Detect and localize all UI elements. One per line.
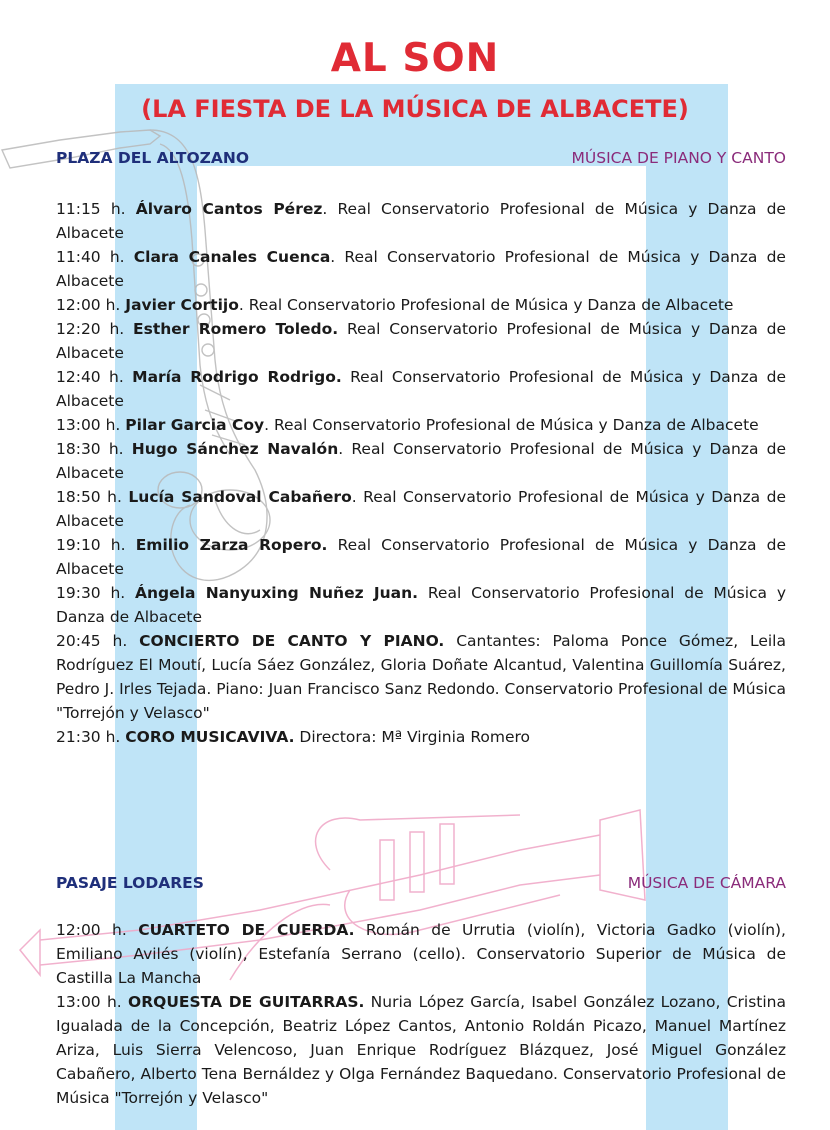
schedule-entry <box>56 413 786 437</box>
performer-name: Pilar Garcia Coy <box>125 416 265 434</box>
entry-time: 18:30 h. <box>56 440 124 458</box>
entry-detail: Cantantes: Paloma Ponce Gómez, Leila Rodríguez El Moutí, Lucía Sáez González, Gloria Doñate Alcantud, Valentina Guillomía Suárez, Pedro J. Irles Tejada. Piano: Juan Francisco Sanz Redondo. Conservatorio Profesional de Música "Torrejón y Velasco" <box>56 632 786 722</box>
entry-detail: . Real Conservatorio Profesional de Música y Danza de Albacete <box>238 296 734 314</box>
schedule-entry <box>56 629 786 725</box>
performer-name: María Rodrigo Rodrigo. <box>132 368 342 386</box>
schedule-entry <box>56 581 786 629</box>
music-genre: MÚSICA DE PIANO Y CANTO <box>571 149 786 167</box>
schedule-entry <box>56 725 786 749</box>
page-title: AL SON <box>330 36 500 81</box>
schedule-entry <box>56 485 786 533</box>
entry-detail: . Real Conservatorio Profesional de Música y Danza de Albacete <box>56 440 786 482</box>
schedule-entry <box>56 293 786 317</box>
entry-time: 19:30 h. <box>56 584 126 602</box>
performer-name: Esther Romero Toledo. <box>133 320 339 338</box>
schedule-entry <box>56 437 786 485</box>
entry-time: 18:50 h. <box>56 488 122 506</box>
performer-name: Hugo Sánchez Navalón <box>131 440 339 458</box>
schedule-entry <box>56 365 786 413</box>
schedule-entry <box>56 990 786 1110</box>
entry-time: 12:00 h. <box>56 921 127 939</box>
schedule-entry <box>56 918 786 990</box>
entry-time: 13:00 h. <box>56 416 121 434</box>
schedule-entry <box>56 245 786 293</box>
entry-detail: . Real Conservatorio Profesional de Música y Danza de Albacete <box>56 248 786 290</box>
performer-name: Lucía Sandoval Cabañero <box>128 488 352 506</box>
entry-detail: . Real Conservatorio Profesional de Música y Danza de Albacete <box>56 200 786 242</box>
entry-time: 21:30 h. <box>56 728 121 746</box>
entry-time: 11:40 h. <box>56 248 125 266</box>
entry-detail: Nuria López García, Isabel González Lozano, Cristina Igualada de la Concepción, Beatriz López Cantos, Antonio Roldán Picazo, Manuel Martínez Ariza, Luis Sierra Velencoso, Juan Enrique Rodríguez Blázquez, José Miguel González Cabañero, Alberto Tena Bernáldez y Olga Fernández Baquedano. Conservatorio Profesional de Música "Torrejón y Velasco" <box>56 993 786 1107</box>
performer-name: CONCIERTO DE CANTO Y PIANO. <box>139 632 445 650</box>
entry-time: 12:00 h. <box>56 296 121 314</box>
entry-detail: Real Conservatorio Profesional de Música y Danza de Albacete <box>56 368 786 410</box>
entry-detail: Directora: Mª Virginia Romero <box>294 728 531 746</box>
section-header-altozano <box>56 147 786 169</box>
entry-detail: Real Conservatorio Profesional de Música y Danza de Albacete <box>56 536 786 578</box>
performer-name: Emilio Zarza Ropero. <box>135 536 328 554</box>
entry-detail: . Real Conservatorio Profesional de Música y Danza de Albacete <box>56 488 786 530</box>
performer-name: Clara Canales Cuenca <box>133 248 331 266</box>
entry-time: 13:00 h. <box>56 993 122 1011</box>
entry-detail: . Real Conservatorio Profesional de Música y Danza de Albacete <box>264 416 759 434</box>
entry-time: 19:10 h. <box>56 536 126 554</box>
music-genre: MÚSICA DE CÁMARA <box>627 874 786 892</box>
schedule-entry <box>56 197 786 245</box>
entry-detail: Real Conservatorio Profesional de Música y Danza de Albacete <box>56 584 786 626</box>
schedule-entry <box>56 533 786 581</box>
entry-time: 20:45 h. <box>56 632 128 650</box>
performer-name: Álvaro Cantos Pérez <box>135 200 323 218</box>
entry-detail: Román de Urrutia (violín), Victoria Gadko (violín), Emiliano Avilés (violín), Estefanía Serrano (cello). Conservatorio Superior de Música de Castilla La Mancha <box>56 921 786 987</box>
venue-name: PASAJE LODARES <box>56 874 204 892</box>
entry-time: 12:20 h. <box>56 320 125 338</box>
entry-time: 12:40 h. <box>56 368 124 386</box>
performer-name: Ángela Nanyuxing Nuñez Juan. <box>135 584 419 602</box>
performer-name: CORO MUSICAVIVA. <box>125 728 295 746</box>
entry-time: 11:15 h. <box>56 200 126 218</box>
entry-detail: Real Conservatorio Profesional de Música y Danza de Albacete <box>56 320 786 362</box>
performer-name: CUARTETO DE CUERDA. <box>138 921 355 939</box>
performer-name: Javier Cortijo <box>125 296 239 314</box>
schedule-entry <box>56 317 786 365</box>
performer-name: ORQUESTA DE GUITARRAS. <box>128 993 365 1011</box>
page-subtitle: (LA FIESTA DE LA MÚSICA DE ALBACETE) <box>141 95 689 123</box>
section-header-lodares <box>56 872 786 894</box>
venue-name: PLAZA DEL ALTOZANO <box>56 149 250 167</box>
schedule-list-altozano <box>56 197 786 749</box>
schedule-list-lodares <box>56 918 786 1110</box>
